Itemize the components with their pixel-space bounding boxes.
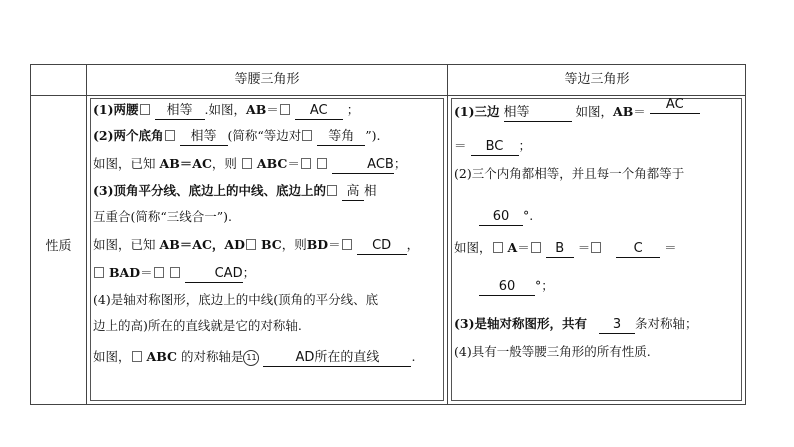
iso-text: ； bbox=[393, 156, 407, 171]
answer-blank: CAD bbox=[185, 266, 243, 283]
circled-number-icon: 11 bbox=[243, 350, 259, 366]
iso-line-6 bbox=[93, 236, 419, 255]
iso-text: ， bbox=[406, 237, 420, 252]
iso-text: ”). bbox=[365, 128, 381, 143]
iso-text: AB bbox=[246, 102, 267, 117]
missing-glyph-icon bbox=[165, 130, 175, 141]
equi-text: ＝ bbox=[577, 240, 591, 255]
iso-line-10 bbox=[93, 348, 415, 367]
iso-text: AB＝AC，AD bbox=[159, 237, 245, 252]
equi-text: ＝ bbox=[633, 104, 646, 119]
iso-line-2 bbox=[93, 127, 381, 146]
answer-blank: 等角 bbox=[317, 129, 365, 146]
answer-blank: 3 bbox=[599, 317, 635, 334]
missing-glyph-icon bbox=[301, 158, 311, 169]
missing-glyph-icon bbox=[154, 267, 164, 278]
iso-text: (3)顶角平分线、底边上的中线、底边上的 bbox=[93, 183, 327, 198]
equi-text: ＝ bbox=[517, 240, 530, 255]
iso-line-3 bbox=[93, 155, 406, 174]
answer-blank: 60 bbox=[479, 279, 535, 296]
iso-text: BAD bbox=[108, 265, 141, 280]
equi-line-2 bbox=[454, 137, 531, 156]
iso-text: 如图，已知 bbox=[93, 156, 156, 171]
missing-glyph-icon bbox=[531, 242, 541, 253]
iso-text: BD bbox=[306, 237, 329, 252]
properties-table bbox=[30, 64, 746, 405]
iso-text: 如图，已知 bbox=[93, 237, 156, 252]
equi-text: 如图， bbox=[454, 240, 492, 255]
equi-text: (1)三边 bbox=[454, 104, 500, 119]
iso-line-8: (4)是轴对称图形，底边上的中线(顶角的平分线、底 bbox=[93, 292, 379, 307]
iso-text: 如图， bbox=[93, 349, 131, 364]
answer-blank: BC bbox=[471, 139, 519, 156]
missing-glyph-icon bbox=[591, 242, 601, 253]
iso-line-5: 互重合(简称“三线合一”). bbox=[93, 209, 233, 224]
missing-glyph-icon bbox=[170, 267, 180, 278]
equi-text: °. bbox=[523, 208, 534, 223]
iso-text: ； bbox=[242, 265, 256, 280]
header-equilateral: 等边三角形 bbox=[564, 72, 630, 87]
iso-text: . bbox=[411, 349, 416, 364]
answer-blank: AD所在的直线 bbox=[263, 350, 411, 367]
iso-line-9: 边上的高)所在的直线就是它的对称轴. bbox=[93, 318, 302, 333]
equi-line-5 bbox=[454, 239, 677, 258]
missing-glyph-icon bbox=[280, 104, 290, 115]
iso-text: ＝ bbox=[328, 237, 341, 252]
answer-blank: 相等 bbox=[155, 103, 205, 120]
answer-blank: 60 bbox=[479, 209, 523, 226]
answer-blank: 相等 bbox=[180, 129, 228, 146]
equi-text: A bbox=[507, 240, 518, 255]
answer-blank: AC bbox=[650, 97, 700, 114]
missing-glyph-icon bbox=[327, 185, 337, 196]
iso-text: BC bbox=[260, 237, 282, 252]
iso-text: ； bbox=[346, 102, 360, 117]
missing-glyph-icon bbox=[302, 130, 312, 141]
answer-blank: AC bbox=[295, 103, 343, 120]
iso-text: 相 bbox=[364, 183, 377, 198]
equi-line-1 bbox=[454, 97, 700, 122]
column-divider bbox=[447, 65, 448, 404]
iso-text: (简称“等边对 bbox=[227, 128, 302, 143]
answer-blank: ACB bbox=[332, 157, 394, 174]
equi-text: 如图， bbox=[575, 104, 614, 119]
answer-blank: B bbox=[546, 241, 574, 258]
equi-text: °； bbox=[535, 278, 554, 293]
iso-text: ABC bbox=[146, 349, 177, 364]
equi-text: ＝ bbox=[454, 138, 467, 153]
iso-text: ，则 bbox=[211, 156, 237, 171]
answer-blank: CD bbox=[357, 238, 407, 255]
iso-text: 的对称轴是 bbox=[180, 349, 244, 364]
iso-text: (1)两腰 bbox=[93, 102, 139, 117]
equi-line-8: (4)具有一般等腰三角形的所有性质. bbox=[454, 344, 651, 359]
column-divider bbox=[86, 65, 87, 404]
missing-glyph-icon bbox=[242, 158, 252, 169]
iso-line-4 bbox=[93, 182, 377, 201]
iso-text: ABC bbox=[256, 156, 288, 171]
equi-text: ＝ bbox=[664, 240, 677, 255]
header-isosceles: 等腰三角形 bbox=[234, 72, 300, 87]
equi-text: 条对称轴； bbox=[635, 316, 698, 331]
iso-text: ，则 bbox=[281, 237, 307, 252]
iso-text: AB＝AC bbox=[159, 156, 212, 171]
missing-glyph-icon bbox=[140, 104, 150, 115]
equi-line-6 bbox=[479, 277, 554, 296]
iso-line-1 bbox=[93, 101, 359, 120]
equi-line-7 bbox=[454, 315, 698, 334]
answer-blank: C bbox=[616, 241, 660, 258]
iso-text: ＝ bbox=[266, 102, 279, 117]
iso-text: ＝ bbox=[287, 156, 300, 171]
missing-glyph-icon bbox=[132, 351, 142, 362]
missing-glyph-icon bbox=[94, 267, 104, 278]
missing-glyph-icon bbox=[342, 239, 352, 250]
answer-blank: 高 bbox=[342, 184, 364, 201]
equi-text: (3)是轴对称图形，共有 bbox=[454, 316, 588, 331]
equi-line-4 bbox=[479, 207, 533, 226]
header-divider bbox=[31, 95, 745, 96]
iso-text: (2)两个底角 bbox=[93, 128, 164, 143]
iso-text: .如图， bbox=[204, 102, 246, 117]
equi-text: AB bbox=[613, 104, 634, 119]
iso-text: ＝ bbox=[140, 265, 153, 280]
answer-blank: 相等 bbox=[504, 105, 572, 122]
equi-line-3: (2)三个内角都相等，并且每一个角都等于 bbox=[454, 166, 685, 181]
missing-glyph-icon bbox=[493, 242, 503, 253]
missing-glyph-icon bbox=[317, 158, 327, 169]
missing-glyph-icon bbox=[246, 239, 256, 250]
equi-text: ； bbox=[518, 138, 532, 153]
iso-line-7 bbox=[93, 264, 255, 283]
row-label-properties: 性质 bbox=[45, 239, 72, 254]
